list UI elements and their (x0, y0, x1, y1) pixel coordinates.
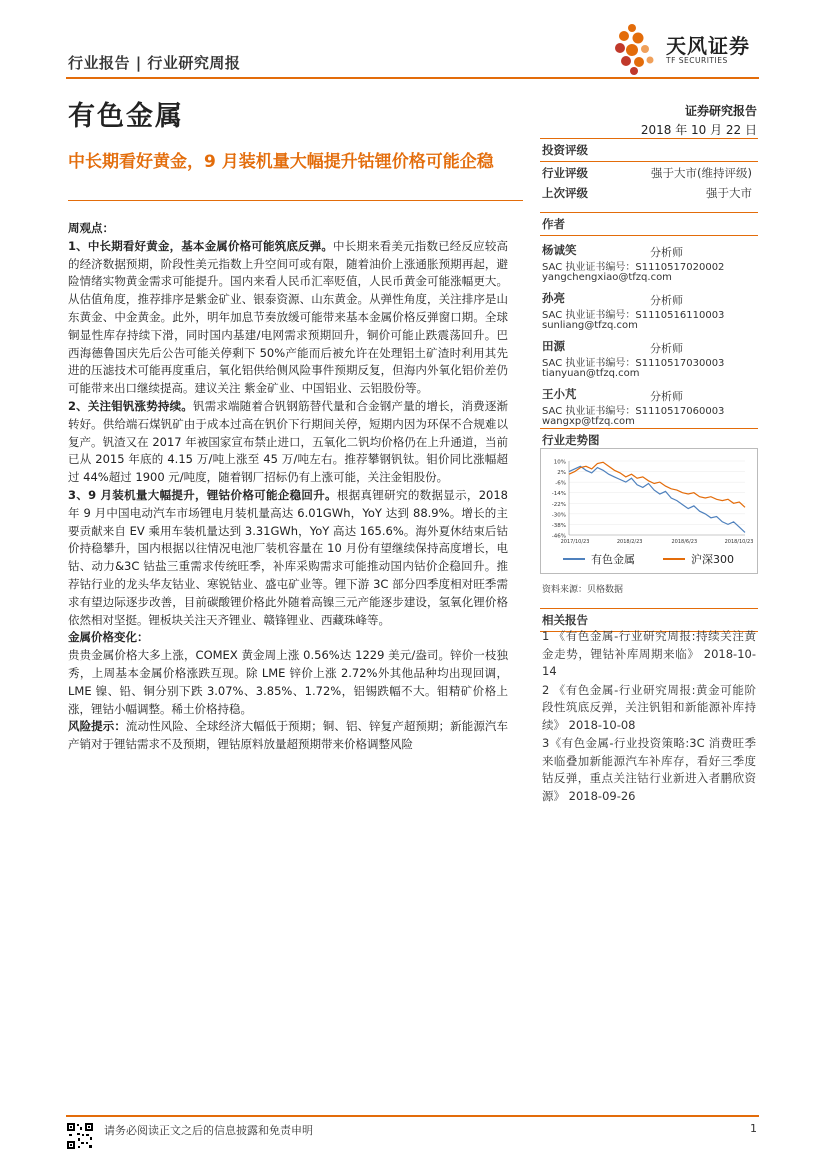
authors-section (540, 212, 758, 434)
industry-title: 有色金属 (68, 101, 184, 132)
author-name: 孙亮 (542, 291, 565, 305)
y-tick-label: -38% (551, 522, 566, 529)
risk-title: 风险提示： (68, 719, 126, 734)
authors-title: 作者 (542, 217, 565, 231)
y-tick-label: -30% (551, 512, 566, 519)
rating-title: 投资评级 (542, 143, 588, 157)
x-tick-label: 2018/10/23 (724, 539, 754, 545)
author-entry (540, 242, 758, 290)
footer-divider (66, 1115, 759, 1117)
paragraph-3 (68, 487, 508, 629)
headline: 中长期看好黄金，9 月装机量大幅提升钴锂价格可能企稳 (68, 152, 494, 172)
paragraph-3-text: 根据真锂研究的数据显示，2018 年 9 月中国电动汽车市场锂电月装机量高达 6.01GWh，YoY 达到 88.9%。增长的主要贡献来自 EV 乘用车装机量达到 3.31GWh，YoY 高达 165.6%。海外夏休结束后钴价持稳攀升，国内根据以往情况电池厂装机容量在 10 月份有望继续保持高度增长，电钴、动力&3C 钴盐三重需求传统旺季，补库采购需求可能推动国内钴价企稳回升。推荐钴行业的龙头华友钴业、寒锐钴业、盛屯矿业等。锂下游 3C 部分四季度相对旺季需求有望边际逐步改善，目前碳酸锂价格此外随着高镍三元产能逐步建设，氢氧化锂价格依然相对坚挺。锂板块关注天齐锂业、赣锋锂业、西藏珠峰等。 (68, 487, 509, 627)
author-entry (540, 386, 758, 434)
chart-frame (540, 448, 758, 574)
report-kind: 证券研究报告 (684, 104, 757, 118)
author-role: 分析师 (650, 294, 683, 307)
related-title: 相关报告 (542, 613, 588, 627)
qr-code-icon (66, 1122, 94, 1150)
author-sac: SAC 执业证书编号：S1110516110003 (542, 310, 725, 321)
headline-divider (68, 200, 523, 201)
y-tick-label: -46% (551, 533, 566, 540)
legend-label: 有色金属 (591, 553, 635, 566)
last-rating-value: 强于大市 (706, 186, 752, 200)
related-report-link[interactable]: 2 《有色金属-行业研究周报:黄金可能阶段性筑底反弹，关注钒钼和新能源补库持续》 2018-10-08 (542, 682, 756, 732)
paragraph-3-title: 3、9 月装机量大幅提升，锂钴价格可能企稳回升。 (68, 487, 337, 502)
price-change-title: 金属价格变化： (68, 630, 149, 645)
footer-disclaimer: 请务必阅读正文之后的信息披露和免责申明 (104, 1124, 313, 1137)
author-name: 杨诚笑 (542, 243, 577, 257)
chart-section-title: 行业走势图 (542, 433, 600, 447)
y-tick-label: -14% (551, 491, 566, 498)
risk-paragraph (68, 718, 508, 754)
last-rating-row (540, 182, 758, 202)
risk-text: 流动性风险、全球经济大幅低于预期；铜、铝、锌复产超预期；新能源汽车产销对于锂钴需求不及预期，锂钴原料放量超预期带来价格调整风险 (68, 719, 508, 752)
weekly-view-title: 周观点： (68, 221, 114, 235)
industry-trend-chart (541, 449, 757, 573)
author-email[interactable]: wangxp@tfzq.com (542, 416, 635, 427)
report-date: 2018 年 10 月 22 日 (640, 123, 757, 137)
rating-section (540, 138, 758, 202)
author-role: 分析师 (650, 342, 683, 355)
x-tick-label: 2017/10/23 (560, 539, 590, 545)
legend-label: 沪深300 (691, 553, 734, 566)
related-report-link[interactable]: 3《有色金属-行业投资策略:3C 消费旺季来临叠加新能源汽车补库存，看好三季度钴反弹，重点关注钴行业新进入者鹏欣资源》 2018-09-26 (542, 736, 756, 803)
y-tick-label: 10% (553, 459, 566, 466)
y-tick-label: -22% (551, 501, 566, 508)
author-email[interactable]: tianyuan@tfzq.com (542, 368, 640, 379)
chart-source: 资料来源：贝格数据 (542, 585, 624, 595)
author-email[interactable]: yangchengxiao@tfzq.com (542, 272, 672, 283)
page-number: 1 (750, 1122, 757, 1135)
author-sac: SAC 执业证书编号：S1110517060003 (542, 406, 725, 417)
logo-english-name: TF SECURITIES (666, 56, 728, 65)
y-tick-label: -6% (555, 480, 566, 487)
price-change-text: 贵贵金属价格大多上涨，COMEX 黄金周上涨 0.56%达 1229 美元/盎司。锌价一枝独秀，上周基本金属价格涨跌互现。除 LME 锌价上涨 2.72%外其他品种均出现回调，LME 镍、铅、铜分别下跌 3.07%、3.85%、1.72%，铝锡跌幅不大。钼精矿价格上涨，锂钴小幅调整。稀土价格持稳。 (68, 648, 508, 716)
paragraph-1 (68, 238, 508, 398)
industry-rating-value: 强于大市(维持评级) (651, 166, 752, 180)
author-role: 分析师 (650, 246, 683, 259)
author-name: 王小芃 (542, 387, 577, 401)
paragraph-1-text: 中长期来看美元指数已经反应较高的经济数据预期，阶段性美元指数上升空间可或有限，随着油价上涨通胀预期再起，避险情绪实物黄金需求可能提升。国内来看人民币汇率贬值，人民币黄金可能涨幅更大。从估值角度，推荐排序是紫金矿业、银泰资源、山东黄金。从弹性角度，关注排序是山东黄金、中金黄金。此外，明年加息节奏放缓可能带来基本金属价格反弹窗口期。全球铜显性库存持续下滑，同时国内基建/电网需求预期回升，铜价可能止跌震荡回升。巴西海德鲁国庆先后公告可能关停剩下 50%产能而后被允许在处理铝土矿渣时利用其先进的压滤技术可能再度重启，氧化铝供给侧风险事件预期反复，但海内外氧化铝价差仍可能带来出口继续提高。建议关注 紫金矿业、中国铝业、云铝股份等。 (68, 238, 509, 396)
y-tick-label: 2% (557, 470, 566, 477)
main-content (68, 220, 508, 754)
industry-rating-row (540, 162, 758, 182)
author-role: 分析师 (650, 390, 683, 403)
paragraph-2-text: 钒需求端随着合钒钢筋替代量和合金钢产量的增长，消费逐渐转好。供给端石煤钒矿由于成本过高在钒价下行期间关停，短期内因为环保不合规难以复产。钒渣又在 2017 年被国家宣布禁止进口，五氧化二钒均价格仍在上升通道，当前已从 2015 年底的 4.15 万/吨上涨至 45 万/吨左右。推荐攀钢钒钛。钼价同比涨幅超过 44%超过 1900 元/吨度，随着钢厂招标仍有上涨可能，关注金钼股份。 (68, 398, 508, 485)
author-sac: SAC 执业证书编号：S1110517030003 (542, 358, 725, 369)
x-tick-label: 2018/6/23 (671, 539, 698, 545)
paragraph-2-title: 2、关注钼钒涨势持续。 (68, 398, 193, 413)
author-entry (540, 338, 758, 386)
x-tick-label: 2018/2/23 (616, 539, 643, 545)
related-list (542, 628, 756, 806)
report-type: 行业报告 | 行业研究周报 (68, 54, 241, 72)
last-rating-label: 上次评级 (542, 186, 588, 200)
paragraph-1-title: 1、中长期看好黄金，基本金属价格可能筑底反弹。 (68, 238, 334, 253)
author-entry (540, 290, 758, 338)
paragraph-2 (68, 398, 508, 487)
authors-divider (540, 235, 758, 236)
industry-rating-label: 行业评级 (542, 166, 588, 180)
author-name: 田源 (542, 339, 565, 353)
related-report-link[interactable]: 1 《有色金属-行业研究周报:持续关注黄金走势，锂钴补库周期来临》 2018-10-14 (542, 629, 756, 678)
author-sac: SAC 执业证书编号：S1110517020002 (542, 262, 725, 273)
logo-chinese-name: 天风证券 (666, 34, 750, 58)
author-email[interactable]: sunliang@tfzq.com (542, 320, 638, 331)
header-divider (66, 77, 759, 79)
